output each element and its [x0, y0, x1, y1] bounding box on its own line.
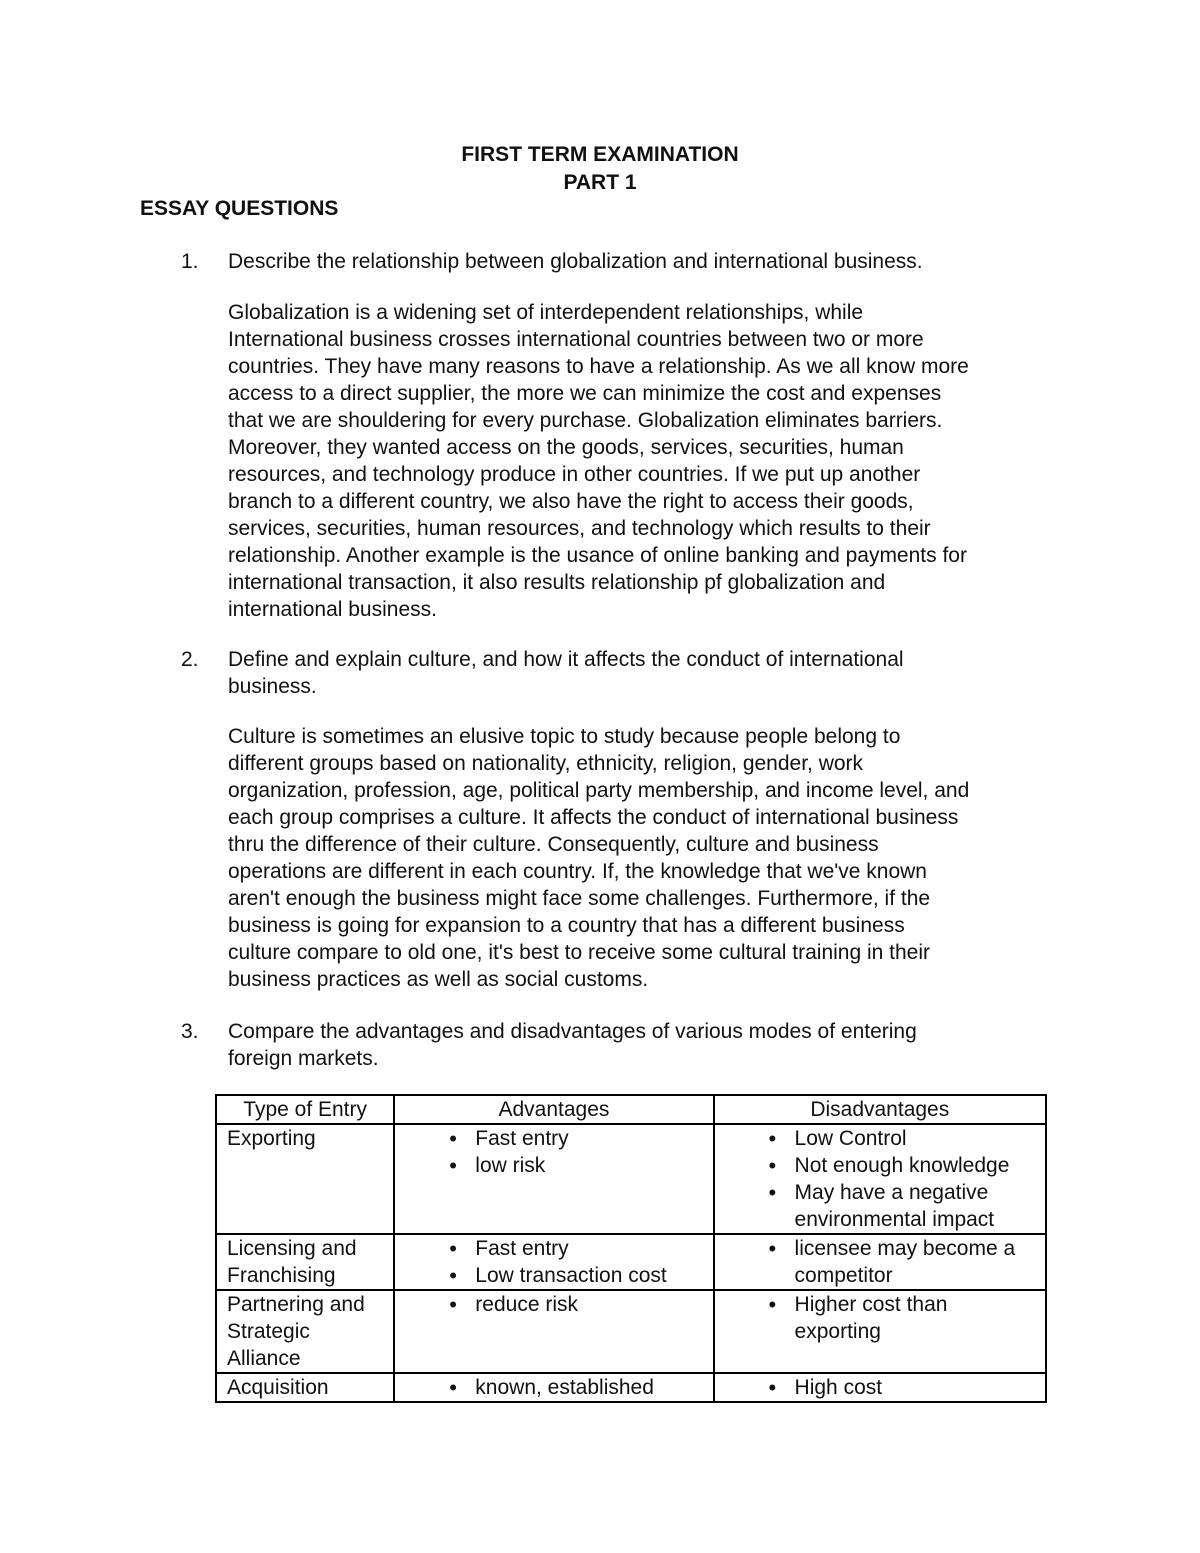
answer-line: services, securities, human resources, and technology which results to their	[228, 517, 931, 540]
answer-1	[228, 299, 1068, 623]
question-number: 1.	[181, 250, 199, 273]
answer-line: different groups based on nationality, ethnicity, religion, gender, work	[228, 752, 864, 775]
answer-line: business practices as well as social customs.	[228, 968, 649, 991]
answer-line: each group comprises a culture. It affects the conduct of international business	[228, 806, 959, 829]
exam-part: PART 1	[563, 171, 637, 194]
advantages-cell	[394, 1290, 713, 1373]
question-text-line: Compare the advantages and disadvantages of various modes of entering	[228, 1020, 917, 1043]
disadvantages-list	[725, 1125, 1035, 1233]
advantages-cell	[394, 1373, 713, 1402]
table-row	[216, 1234, 1046, 1290]
question-number: 3.	[181, 1020, 199, 1043]
answer-line: access to a direct supplier, the more we can minimize the cost and expenses	[228, 382, 942, 405]
column-header-type: Type of Entry	[216, 1095, 394, 1124]
disadvantages-cell	[714, 1234, 1046, 1290]
answer-line: organization, profession, age, political party membership, and income level, and	[228, 779, 970, 802]
answer-line: branch to a different country, we also have the right to access their goods,	[228, 490, 914, 513]
question-text-line: business.	[228, 675, 317, 698]
list-item: • Low transaction cost	[405, 1262, 702, 1289]
table-row	[216, 1124, 1046, 1234]
advantages-cell	[394, 1234, 713, 1290]
disadvantages-cell	[714, 1373, 1046, 1402]
answer-line: culture compare to old one, it's best to receive some cultural training in their	[228, 941, 931, 964]
answer-line: relationship. Another example is the usance of online banking and payments for	[228, 544, 967, 567]
entry-type-cell: Partnering and Strategic Alliance	[216, 1290, 394, 1373]
disadvantages-list	[725, 1291, 1035, 1345]
list-item: • licensee may become a competitor	[725, 1235, 1035, 1289]
list-item: • Fast entry	[405, 1125, 702, 1152]
answer-line: thru the difference of their culture. Consequently, culture and business	[228, 833, 879, 856]
answer-2	[228, 723, 1068, 993]
entry-type-cell: Acquisition	[216, 1373, 394, 1402]
entry-type-cell: Exporting	[216, 1124, 394, 1234]
disadvantages-list	[725, 1235, 1035, 1289]
answer-line: Culture is sometimes an elusive topic to study because people belong to	[228, 725, 901, 748]
table-row	[216, 1290, 1046, 1373]
advantages-cell	[394, 1124, 713, 1234]
answer-line: operations are different in each country. If, the knowledge that we've known	[228, 860, 927, 883]
disadvantages-list	[725, 1374, 1035, 1401]
advantages-list	[405, 1374, 702, 1401]
list-item: • Higher cost than exporting	[725, 1291, 1035, 1345]
list-item: • reduce risk	[405, 1291, 702, 1318]
question-number: 2.	[181, 648, 199, 671]
answer-line: that we are shouldering for every purchase. Globalization eliminates barriers.	[228, 409, 943, 432]
answer-line: Globalization is a widening set of interdependent relationships, while	[228, 301, 864, 324]
answer-line: International business crosses international countries between two or more	[228, 328, 924, 351]
answer-line: countries. They have many reasons to have a relationship. As we all know more	[228, 355, 969, 378]
column-header-advantages: Advantages	[394, 1095, 713, 1124]
advantages-list	[405, 1291, 702, 1318]
answer-line: aren't enough the business might face some challenges. Furthermore, if the	[228, 887, 931, 910]
question-text	[228, 1018, 1058, 1072]
answer-line: international transaction, it also results relationship pf globalization and	[228, 571, 886, 594]
answer-line: business is going for expansion to a country that has a different business	[228, 914, 905, 937]
question-text	[228, 646, 1058, 700]
answer-line: resources, and technology produce in other countries. If we put up another	[228, 463, 921, 486]
list-item: • May have a negative environmental impact	[725, 1179, 1035, 1233]
answer-line: international business.	[228, 598, 437, 621]
list-item: • High cost	[725, 1374, 1035, 1401]
section-title: ESSAY QUESTIONS	[140, 197, 339, 220]
table-row	[216, 1373, 1046, 1402]
table-header-row	[216, 1095, 1046, 1124]
answer-line: Moreover, they wanted access on the goods, services, securities, human	[228, 436, 904, 459]
list-item: • known, established	[405, 1374, 702, 1401]
advantages-list	[405, 1125, 702, 1179]
question-text: Describe the relationship between globalization and international business.	[228, 250, 923, 273]
entry-modes-table	[215, 1094, 1047, 1403]
column-header-disadvantages: Disadvantages	[714, 1095, 1046, 1124]
list-item: • Not enough knowledge	[725, 1152, 1035, 1179]
list-item: • Fast entry	[405, 1235, 702, 1262]
question-text-line: foreign markets.	[228, 1047, 379, 1070]
question-text-line: Define and explain culture, and how it affects the conduct of international	[228, 648, 904, 671]
list-item: • low risk	[405, 1152, 702, 1179]
entry-type-cell: Licensing and Franchising	[216, 1234, 394, 1290]
list-item: • Low Control	[725, 1125, 1035, 1152]
advantages-list	[405, 1235, 702, 1289]
disadvantages-cell	[714, 1124, 1046, 1234]
disadvantages-cell	[714, 1290, 1046, 1373]
exam-title: FIRST TERM EXAMINATION	[461, 143, 739, 166]
